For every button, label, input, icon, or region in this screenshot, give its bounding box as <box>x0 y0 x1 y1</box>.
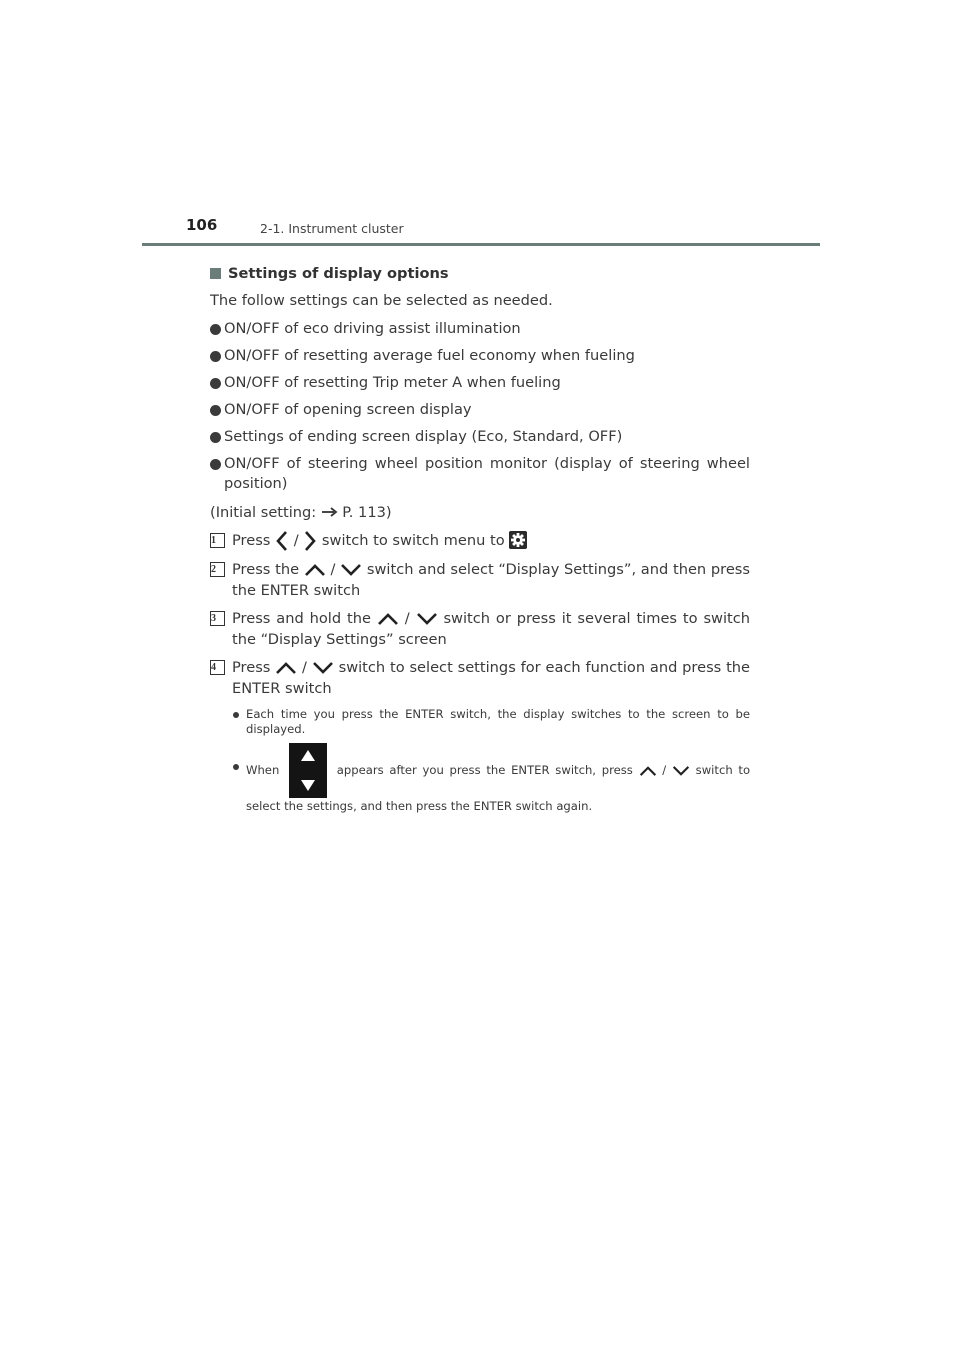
bullet-list <box>210 319 750 494</box>
page-reference-link[interactable]: P. 113) <box>342 503 392 521</box>
chevron-down-icon <box>416 612 438 626</box>
chevron-up-icon <box>377 612 399 626</box>
chevron-up-icon <box>275 661 297 675</box>
step-text: Press and hold the <box>232 610 371 627</box>
list-item <box>210 427 750 447</box>
note-item <box>232 743 750 814</box>
section-header: 2-1. Instrument cluster <box>260 221 404 236</box>
list-item <box>210 346 750 366</box>
page-number: 106 <box>186 216 218 234</box>
step-separator: / <box>330 561 336 578</box>
step-text: switch to select settings for each function and press the ENTER switch <box>232 659 751 697</box>
chevron-down-icon <box>340 563 362 577</box>
initial-setting <box>210 501 750 523</box>
step-item <box>210 608 750 650</box>
chevron-up-icon <box>639 765 657 777</box>
bullet-dot-icon <box>210 405 221 416</box>
note-text: Each time you press the ENTER switch, the display switches to the screen to be displayed. <box>246 707 750 736</box>
step-separator: / <box>302 659 307 676</box>
step-separator: / <box>293 532 299 549</box>
bullet-dot-icon <box>210 351 221 362</box>
list-item-text: ON/OFF of resetting average fuel economy when fueling <box>224 347 635 364</box>
bullet-dot-icon <box>233 764 239 770</box>
step-item <box>210 530 750 552</box>
note-text: When <box>246 763 280 777</box>
step-text: Press the <box>232 561 300 578</box>
step-number: 4 <box>210 660 225 675</box>
note-separator: / <box>662 763 667 777</box>
bullet-dot-icon <box>210 378 221 389</box>
chevron-left-icon <box>275 530 289 552</box>
notes-list <box>232 707 750 814</box>
bullet-dot-icon <box>210 459 221 470</box>
chevron-right-icon <box>303 530 317 552</box>
square-bullet-icon <box>210 268 221 279</box>
step-text: switch to switch menu to <box>321 532 505 549</box>
subheading-text: Settings of display options <box>228 264 449 282</box>
chevron-down-icon <box>672 765 690 777</box>
bullet-dot-icon <box>210 324 221 335</box>
step-number: 1 <box>210 533 225 548</box>
list-item-text: Settings of ending screen display (Eco, Standard, OFF) <box>224 428 623 445</box>
step-item <box>210 559 750 601</box>
list-item <box>210 373 750 393</box>
note-item <box>232 707 750 737</box>
note-text: appears after you press the ENTER switch, press <box>336 763 633 777</box>
chevron-up-icon <box>304 563 326 577</box>
list-item <box>210 454 750 494</box>
step-item <box>210 657 750 699</box>
step-text: switch and select “Display Settings”, and then press the ENTER switch <box>232 561 751 599</box>
list-item <box>210 319 750 339</box>
subheading <box>210 262 750 284</box>
step-text: Press <box>232 532 271 549</box>
step-number: 2 <box>210 562 225 577</box>
right-arrow-icon <box>322 507 338 517</box>
step-text: Press <box>232 659 271 676</box>
chevron-down-icon <box>312 661 334 675</box>
intro-text: The follow settings can be selected as needed. <box>210 292 553 309</box>
step-text: switch or press it several times to switch the “Display Settings” screen <box>232 610 751 648</box>
gear-icon <box>509 531 527 549</box>
up-down-selector-icon <box>289 743 327 798</box>
list-item-text: ON/OFF of eco driving assist illumination <box>224 320 521 337</box>
initial-setting-prefix: (Initial setting: <box>210 503 317 521</box>
list-item-text: ON/OFF of opening screen display <box>224 401 472 418</box>
main-content <box>210 262 750 814</box>
bullet-dot-icon <box>210 432 221 443</box>
note-text: switch to select the settings, and then press the ENTER switch again. <box>246 763 751 813</box>
step-number: 3 <box>210 611 225 626</box>
list-item <box>210 400 750 420</box>
steps-list <box>210 530 750 699</box>
header-divider <box>142 243 820 246</box>
bullet-dot-icon <box>233 712 239 718</box>
step-separator: / <box>404 610 410 627</box>
list-item-text: ON/OFF of resetting Trip meter A when fueling <box>224 374 561 391</box>
list-item-text: ON/OFF of steering wheel position monitor (display of steering wheel position) <box>224 455 750 492</box>
